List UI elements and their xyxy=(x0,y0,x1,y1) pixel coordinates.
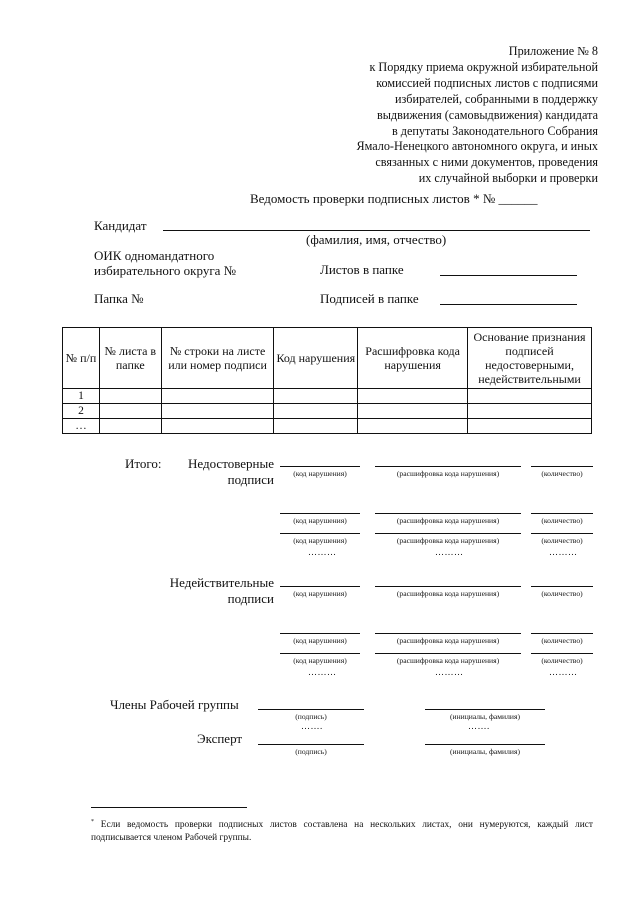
verification-table xyxy=(62,327,592,434)
header-line: связанных с ними документов, проведения xyxy=(375,155,598,170)
qty-line xyxy=(531,513,593,514)
signature-hint: (подпись) xyxy=(295,712,327,721)
code-line xyxy=(280,513,360,514)
totals-label: Итого: xyxy=(125,456,162,471)
header-line: их случайной выборки и проверки xyxy=(418,171,598,186)
footnote-text: Если ведомость проверки подписных листов составлена на нескольких листах, они нумеруются, каждый лист подписывается членом Рабочей группы. xyxy=(91,820,594,844)
signature-hint: (подпись) xyxy=(295,747,327,756)
document-title: Ведомость проверки подписных листов * № ______ xyxy=(250,191,538,206)
table-cell xyxy=(99,404,161,419)
table-cell xyxy=(468,419,592,434)
continuation-dots: ……… xyxy=(549,547,578,557)
header-line: Ямало-Ненецкого автономного округа, и иных xyxy=(356,139,598,154)
qty-hint: (количество) xyxy=(541,656,583,665)
table-cell xyxy=(99,389,161,404)
qty-hint: (количество) xyxy=(541,636,583,645)
table-cell xyxy=(161,419,274,434)
invalid-label xyxy=(184,456,274,488)
expert-label: Эксперт xyxy=(197,731,243,746)
header-line: к Порядку приема окружной избирательной xyxy=(369,59,598,74)
void-label-line-1: Недействительные xyxy=(169,575,274,590)
table-cell xyxy=(358,389,468,404)
col-header: Расшифровка кода нарушения xyxy=(358,328,468,389)
table-row xyxy=(63,419,592,434)
code-hint: (код нарушения) xyxy=(293,469,347,478)
qty-hint: (количество) xyxy=(541,469,583,478)
table-cell xyxy=(274,404,358,419)
decode-line xyxy=(375,633,521,634)
void-label xyxy=(164,575,274,607)
code-line xyxy=(280,533,360,534)
code-hint: (код нарушения) xyxy=(293,636,347,645)
signature-line xyxy=(258,709,364,710)
footnote-mark: * xyxy=(91,819,94,825)
row-number: 1 xyxy=(63,389,100,404)
decode-line xyxy=(375,586,521,587)
members-label: Члены Рабочей группы xyxy=(110,697,239,712)
row-number: … xyxy=(63,419,100,434)
sheets-field-line xyxy=(440,275,577,276)
invalid-label-line-2: подписи xyxy=(227,472,274,487)
oik-line-1: ОИК одномандатного xyxy=(94,248,215,263)
header-line: выдвижения (самовыдвижения) кандидата xyxy=(376,107,598,122)
footnote-rule xyxy=(91,807,247,808)
qty-line xyxy=(531,533,593,534)
decode-line xyxy=(375,513,521,514)
col-header: № листа в папке xyxy=(99,328,161,389)
footnote xyxy=(91,816,593,845)
table-cell xyxy=(161,404,274,419)
qty-line xyxy=(531,653,593,654)
void-label-line-2: подписи xyxy=(227,591,274,606)
sheets-label: Листов в папке xyxy=(320,262,404,277)
table-cell xyxy=(274,389,358,404)
qty-line xyxy=(531,633,593,634)
header-line: комиссией подписных листов с подписями xyxy=(376,75,598,90)
code-hint: (код нарушения) xyxy=(293,589,347,598)
table-cell xyxy=(161,389,274,404)
table-cell xyxy=(274,419,358,434)
header-line: избирателей, собранными в поддержку xyxy=(394,91,598,106)
signature-line xyxy=(258,744,364,745)
code-hint: (код нарушения) xyxy=(293,656,347,665)
decode-hint: (расшифровка кода нарушения) xyxy=(396,516,500,525)
qty-hint: (количество) xyxy=(541,589,583,598)
row-number: 2 xyxy=(63,404,100,419)
code-line xyxy=(280,633,360,634)
continuation-dots: ……. xyxy=(301,721,323,731)
col-header: Основание признания подписей недостоверными, недействительными xyxy=(468,328,592,389)
oik-line-2: избирательного округа № xyxy=(94,263,237,278)
table-row xyxy=(63,389,592,404)
continuation-dots: ……… xyxy=(549,667,578,677)
initials-hint: (инициалы, фамилия) xyxy=(449,712,520,721)
continuation-dots: ……… xyxy=(435,667,464,677)
col-header: Код нарушения xyxy=(274,328,358,389)
decode-hint: (расшифровка кода нарушения) xyxy=(396,536,500,545)
code-hint: (код нарушения) xyxy=(293,536,347,545)
signatures-label: Подписей в папке xyxy=(320,291,419,306)
continuation-dots: ……… xyxy=(435,547,464,557)
header-line: Приложение № 8 xyxy=(508,44,598,58)
appendix-header xyxy=(308,44,598,187)
code-line xyxy=(280,586,360,587)
decode-line xyxy=(375,653,521,654)
table-cell xyxy=(99,419,161,434)
table-cell xyxy=(358,419,468,434)
qty-hint: (количество) xyxy=(541,536,583,545)
col-header: № п/п xyxy=(63,328,100,389)
code-hint: (код нарушения) xyxy=(293,516,347,525)
code-line xyxy=(280,653,360,654)
decode-line xyxy=(375,533,521,534)
decode-hint: (расшифровка кода нарушения) xyxy=(396,469,500,478)
folder-label: Папка № xyxy=(94,291,144,306)
continuation-dots: ……. xyxy=(468,721,490,731)
invalid-label-line-1: Недостоверные xyxy=(188,456,274,471)
oik-label xyxy=(94,248,236,278)
decode-hint: (расшифровка кода нарушения) xyxy=(396,656,500,665)
candidate-label: Кандидат xyxy=(94,218,147,233)
table-cell xyxy=(468,389,592,404)
table-row xyxy=(63,404,592,419)
candidate-field-line xyxy=(163,230,590,231)
initials-hint: (инициалы, фамилия) xyxy=(449,747,520,756)
decode-hint: (расшифровка кода нарушения) xyxy=(396,636,500,645)
code-line xyxy=(280,466,360,467)
continuation-dots: ……… xyxy=(308,667,337,677)
decode-hint: (расшифровка кода нарушения) xyxy=(396,589,500,598)
continuation-dots: ……… xyxy=(308,547,337,557)
signatures-field-line xyxy=(440,304,577,305)
candidate-hint: (фамилия, имя, отчество) xyxy=(306,232,447,247)
table-cell xyxy=(358,404,468,419)
qty-line xyxy=(531,466,593,467)
initials-line xyxy=(425,709,545,710)
initials-line xyxy=(425,744,545,745)
qty-hint: (количество) xyxy=(541,516,583,525)
table-cell xyxy=(468,404,592,419)
qty-line xyxy=(531,586,593,587)
col-header: № строки на листе или номер подписи xyxy=(161,328,274,389)
header-line: в депутаты Законодательного Собрания xyxy=(391,123,598,138)
table-header-row xyxy=(63,328,592,389)
decode-line xyxy=(375,466,521,467)
